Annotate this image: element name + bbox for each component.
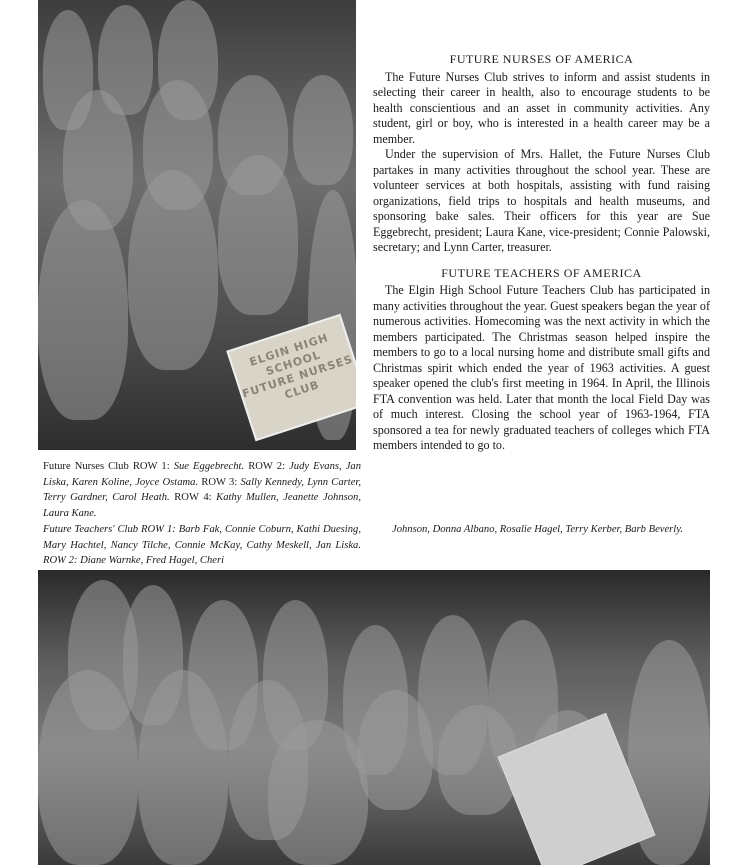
teachers-paragraph-1: The Elgin High School Future Teachers Club has participated in many activities throughout the year. Guest speakers began the year of numerous activities. Homecoming was the next activity in which the members participated. The Christmas season helped inspire the members to go to a local nursing home and distribute small gifts and Christmas spirit which ended the year of 1963 activities. A guest speaker opened the club's first meeting in 1964. In April, the Illinois FTA convention was held. Later that month the local Field Day was of much interest. Closing the school year of 1963-1964, FTA sponsored a tea for newly graduated teachers of colleges which FTA members intended to go to.	[373, 283, 710, 452]
teachers-caption-left	[43, 522, 361, 569]
future-teachers-photo	[38, 570, 710, 865]
caption-row1-names: Barb Fak, Connie Coburn, Kathi Duesing, Mary Hachtel, Nancy Tilche, Connie McKay, Cathy Meskell, Jan Liska.	[43, 524, 361, 551]
teachers-heading: FUTURE TEACHERS OF AMERICA	[441, 265, 642, 280]
caption-row2-label: ROW 2:	[248, 461, 286, 472]
caption-row3-names: Sally Kennedy, Lynn Carter, Terry Gardner, Carol Heath.	[43, 476, 361, 503]
caption-lead: Future Teachers' Club ROW 1:	[43, 524, 176, 535]
caption-row4-names: Kathy Mullen, Jeanette Johnson, Laura Kane.	[43, 492, 361, 519]
nurses-caption	[43, 459, 361, 521]
caption-row2-names: Diane Warnke, Fred Hagel, Cheri	[80, 555, 225, 566]
nurses-paragraph-1: The Future Nurses Club strives to inform and assist students in selecting their career in health, also to encourage students to be health conscientious and an asset in community activities. Any student, girl or boy, who is interested in a health career may be a member.	[373, 69, 710, 146]
nurses-paragraph-2: Under the supervision of Mrs. Hallet, the Future Nurses Club partakes in many activities throughout the school year. These are volunteer services at both hospitals, assisting with fund raising organizations, field trips to hospitals and health museums, and sponsoring bake sales. Their officers for this year are Sue Eggebrecht, president; Laura Kane, vice-president; Connie Palowski, secretary; and Lynn Carter, treasurer.	[373, 147, 710, 254]
caption-lead: Future Nurses Club ROW 1:	[43, 461, 170, 472]
caption-row3-label: ROW 3:	[201, 476, 238, 488]
caption-continued-names: Johnson, Donna Albano, Rosalie Hagel, Terry Kerber, Barb Beverly.	[392, 524, 684, 535]
caption-row1-names: Sue Eggebrecht.	[173, 461, 245, 472]
future-nurses-photo	[38, 0, 356, 450]
caption-row2-names: Judy Evans, Jan Liska, Karen Koline, Joyce Ostama.	[43, 461, 362, 488]
caption-row2-label: ROW 2:	[43, 555, 78, 566]
nurses-heading: FUTURE NURSES OF AMERICA	[449, 52, 634, 66]
club-sign: ELGIN HIGH SCHOOL FUTURE NURSES CLUB	[226, 314, 356, 441]
caption-row4-label: ROW 4:	[174, 492, 212, 503]
teachers-caption-right	[392, 522, 710, 538]
article-text	[373, 52, 710, 454]
